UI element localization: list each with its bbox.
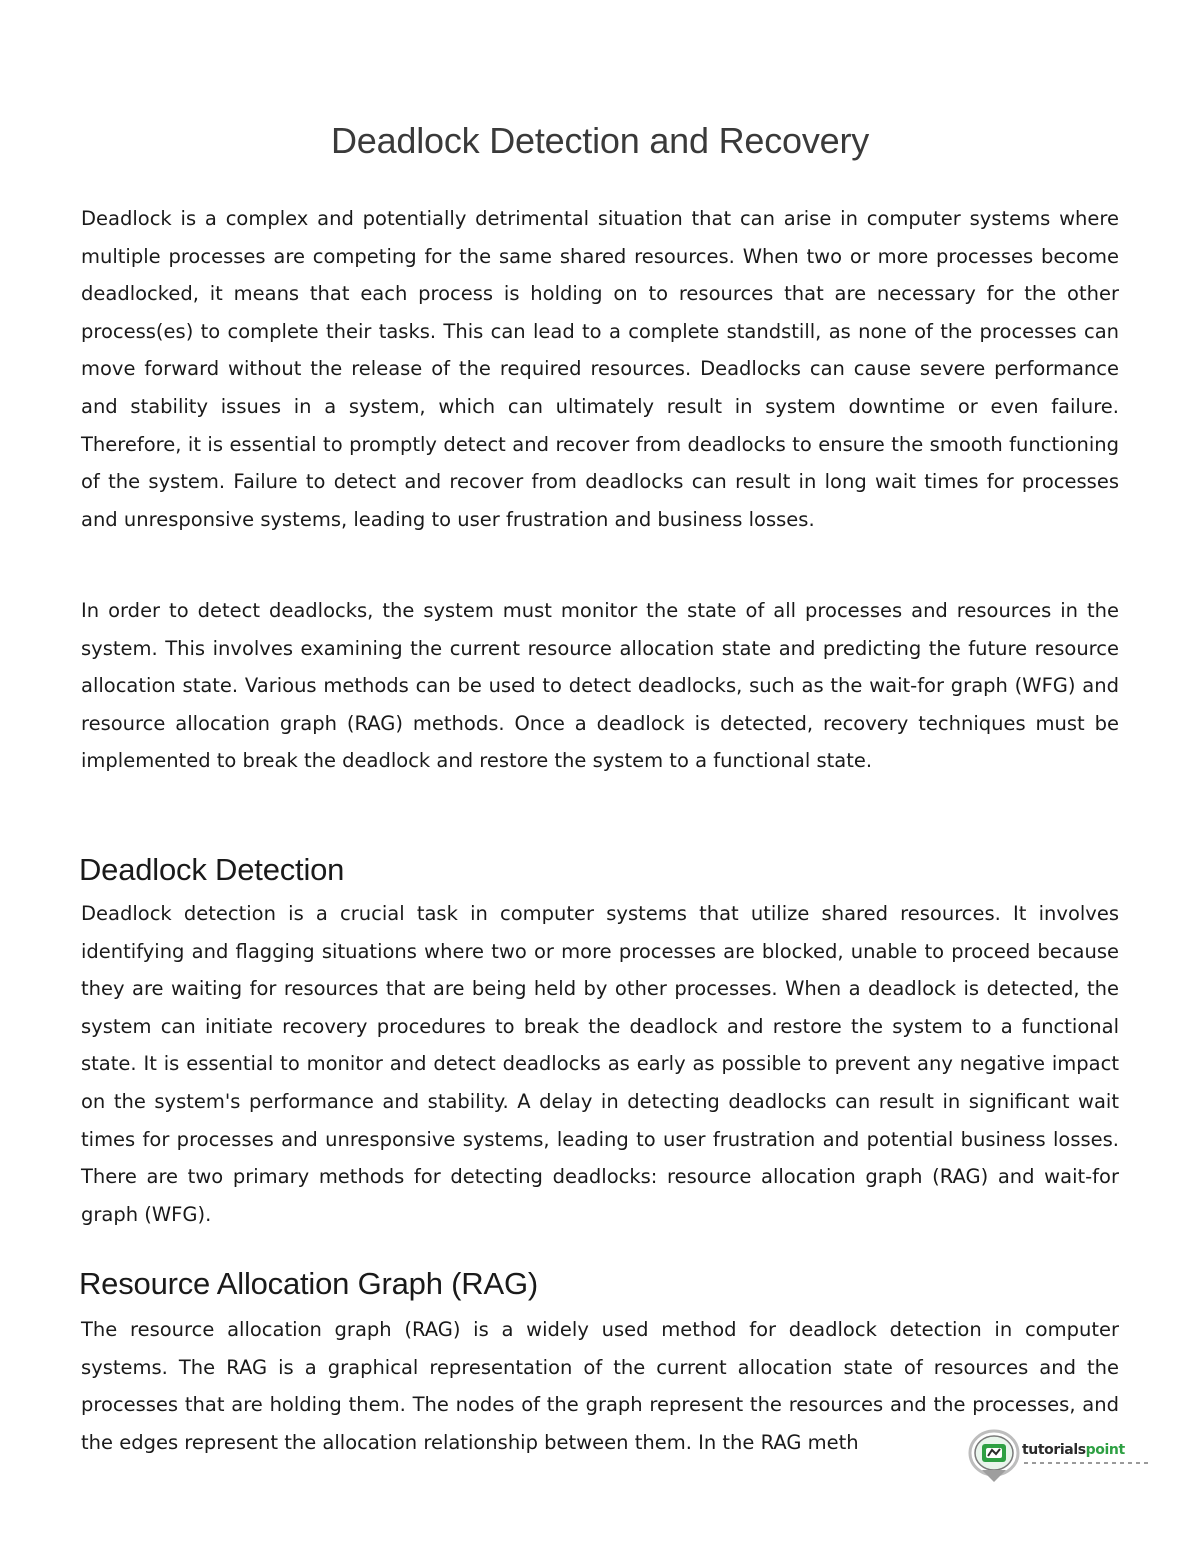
tutorialspoint-logo <box>966 1420 1156 1486</box>
section-paragraph-deadlock-detection: Deadlock detection is a crucial task in computer systems that utilize shared resources. It involves identifying and flagging situations where two or more processes are blocked, unable to proceed because they are waiting for resources that are being held by other processes. When a deadlock is detected, the system can initiate recovery procedures to break the deadlock and restore the system to a functional state. It is essential to monitor and detect deadlocks as early as possible to prevent any negative impact on the system's performance and stability. A delay in detecting deadlocks can result in significant wait times for processes and unresponsive systems, leading to user frustration and potential business losses. There are two primary methods for detecting deadlocks: resource allocation graph (RAG) and wait-for graph (WFG). <box>81 902 1119 1226</box>
intro-paragraph-2: In order to detect deadlocks, the system must monitor the state of all processes and resources in the system. This involves examining the current resource allocation state and predicting the future resource allocation state. Various methods can be used to detect deadlocks, such as the wait-for graph (WFG) and resource allocation graph (RAG) methods. Once a deadlock is detected, recovery techniques must be implemented to break the deadlock and restore the system to a functional state. <box>81 599 1119 773</box>
intro-paragraph-1: Deadlock is a complex and potentially detrimental situation that can arise in computer systems where multiple processes are competing for the same shared resources. When two or more processes become deadlocked, it means that each process is holding on to resources that are necessary for the other process(es) to complete their tasks. This can lead to a complete standstill, as none of the processes can move forward without the release of the required resources. Deadlocks can cause severe performance and stability issues in a system, which can ultimately result in system downtime or even failure. Therefore, it is essential to promptly detect and recover from deadlocks to ensure the smooth functioning of the system. Failure to detect and recover from deadlocks can result in long wait times for processes and unresponsive systems, leading to user frustration and business losses. <box>81 207 1119 531</box>
section-heading-deadlock-detection: Deadlock Detection <box>79 852 345 887</box>
tutorialspoint-wordmark: tutorialspoint <box>1022 1442 1125 1458</box>
section-paragraph-rag: The resource allocation graph (RAG) is a widely used method for deadlock detection in computer systems. The RAG is a graphical representation of the current allocation state of resources and the processes that are holding them. The nodes of the graph represent the resources and the processes, and the edges represent the allocation relationship between them. In the RAG meth <box>81 1318 1119 1454</box>
logo-tagline-stripe <box>1024 1462 1148 1464</box>
tutorialspoint-emblem-icon <box>966 1420 1022 1486</box>
document-title: Deadlock Detection and Recovery <box>330 120 870 161</box>
section-heading-rag: Resource Allocation Graph (RAG) <box>79 1266 538 1301</box>
